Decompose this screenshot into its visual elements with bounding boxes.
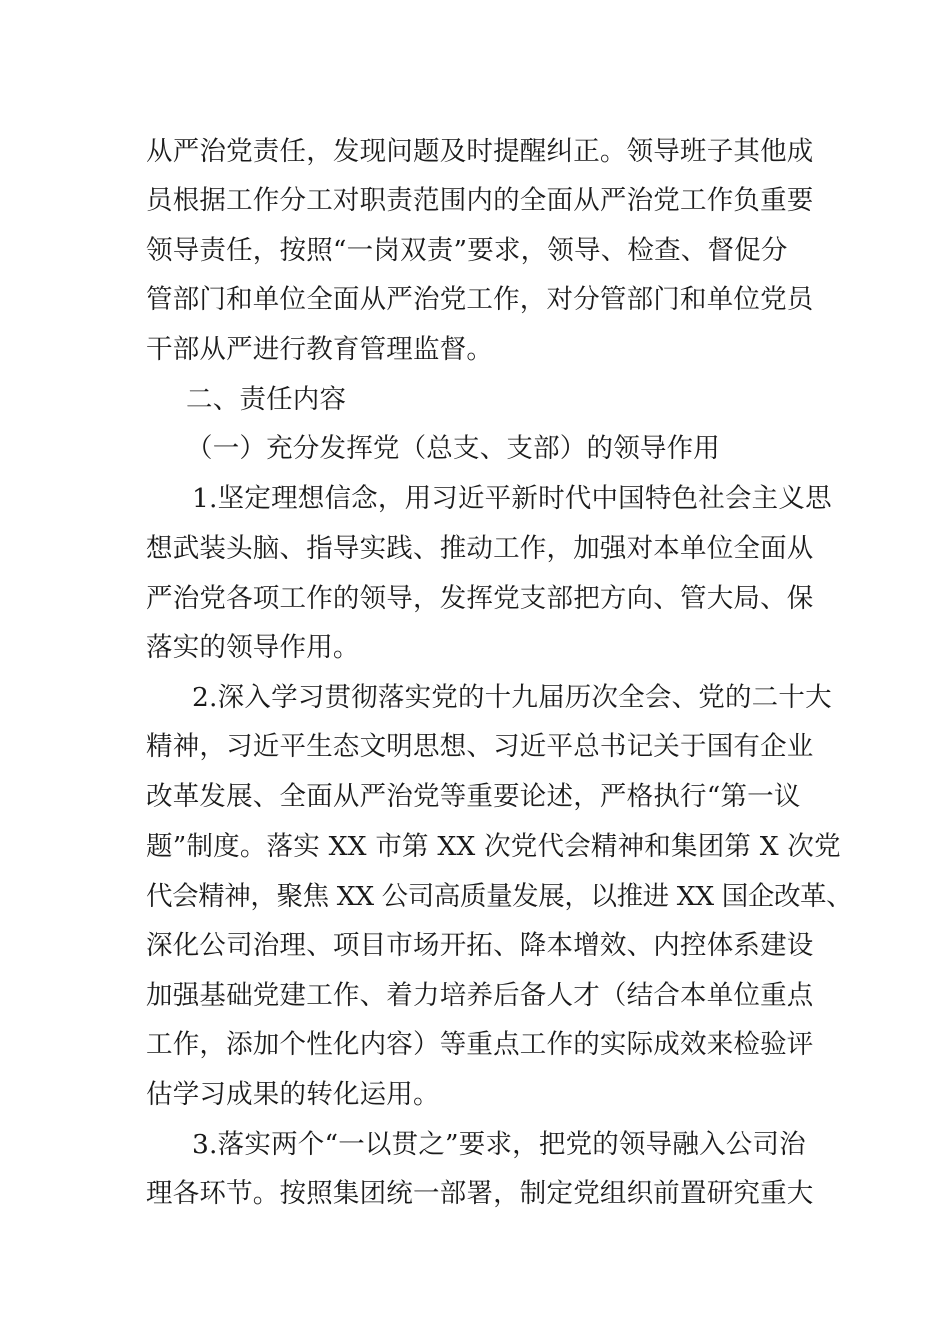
paragraph-line: 精神，习近平生态文明思想、习近平总书记关于国有企业	[146, 731, 814, 762]
paragraph-line: 改革发展、全面从严治党等重要论述，严格执行“第一议	[146, 781, 801, 812]
subsection-heading: （一）充分发挥党（总支、支部）的领导作用	[186, 433, 720, 464]
paragraph-line: 员根据工作分工对职责范围内的全面从严治党工作负重要	[146, 185, 814, 216]
paragraph-line: 理各环节。按照集团统一部署，制定党组织前置研究重大	[146, 1178, 814, 1209]
paragraph-line: 干部从严进行教育管理监督。	[146, 334, 494, 365]
paragraph-line: 3.落实两个“一以贯之”要求，把党的领导融入公司治	[192, 1129, 806, 1160]
paragraph-line: 估学习成果的转化运用。	[146, 1079, 440, 1110]
paragraph-line: 2.深入学习贯彻落实党的十九届历次全会、党的二十大	[192, 682, 832, 713]
paragraph-line: 工作，添加个性化内容）等重点工作的实际成效来检验评	[146, 1029, 814, 1060]
paragraph-line: 从严治党责任，发现问题及时提醒纠正。领导班子其他成	[146, 136, 814, 167]
paragraph-line: 加强基础党建工作、着力培养后备人才（结合本单位重点	[146, 980, 814, 1011]
paragraph-line: 落实的领导作用。	[146, 632, 360, 663]
paragraph-line: 代会精神，聚焦 XX 公司高质量发展，以推进 XX 国企改革、	[146, 881, 853, 912]
paragraph-line: 1.坚定理想信念，用习近平新时代中国特色社会主义思	[192, 483, 832, 514]
paragraph-line: 管部门和单位全面从严治党工作，对分管部门和单位党员	[146, 284, 814, 315]
paragraph-line: 领导责任，按照“一岗双责”要求，领导、检查、督促分	[146, 235, 788, 266]
paragraph-line: 题”制度。落实 XX 市第 XX 次党代会精神和集团第 X 次党	[146, 831, 841, 862]
section-heading: 二、责任内容	[186, 384, 347, 415]
paragraph-line: 严治党各项工作的领导，发挥党支部把方向、管大局、保	[146, 583, 814, 614]
paragraph-line: 想武装头脑、指导实践、推动工作，加强对本单位全面从	[146, 533, 814, 564]
paragraph-line: 深化公司治理、项目市场开拓、降本增效、内控体系建设	[146, 930, 814, 961]
